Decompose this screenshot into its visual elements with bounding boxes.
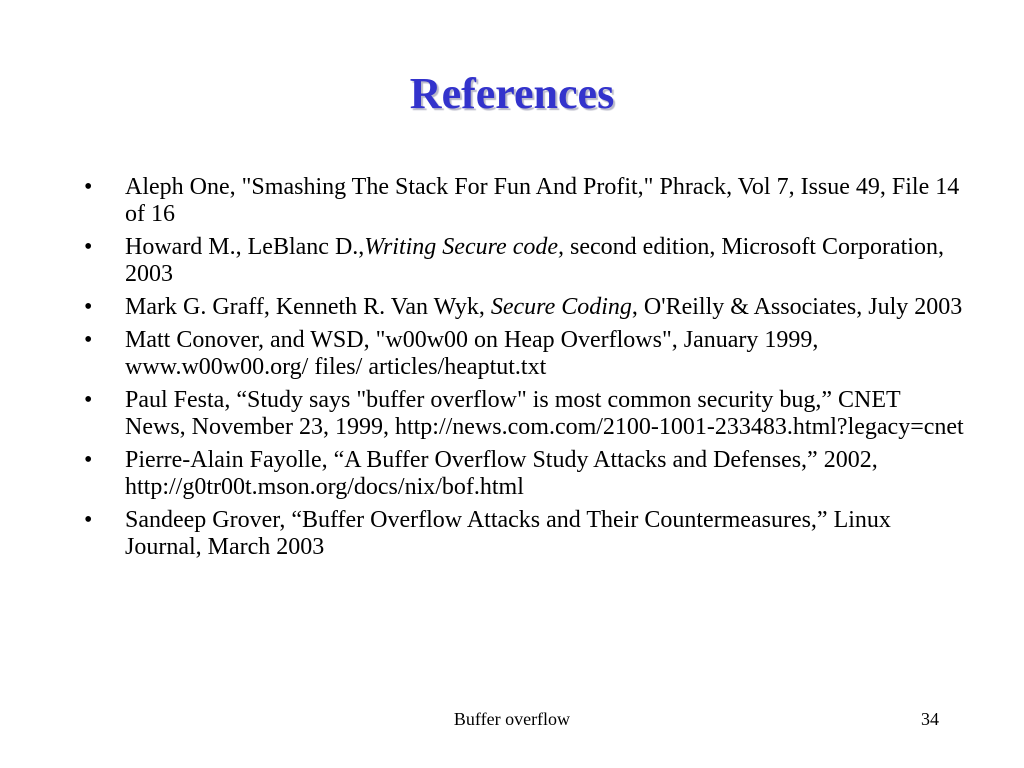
reference-item bbox=[84, 174, 964, 228]
reference-text: Paul Festa, “Study says "buffer overflow" is most common security bug,” CNET News, November 23, 1999, http://news.com.com/2100-1001-233483.html?legacy=cnet bbox=[125, 387, 964, 440]
reference-text: Sandeep Grover, “Buffer Overflow Attacks and Their Countermeasures,” Linux Journal, March 2003 bbox=[125, 507, 891, 560]
bullet-icon: • bbox=[84, 327, 93, 353]
reference-item bbox=[84, 387, 964, 441]
reference-item bbox=[84, 294, 964, 321]
reference-text: , O'Reilly & Associates, July 2003 bbox=[631, 294, 963, 320]
slide-title: References bbox=[409, 69, 615, 118]
reference-text: Matt Conover, and WSD, "w00w00 on Heap Overflows", January 1999, www.w00w00.org/ files/ articles/heaptut.txt bbox=[125, 327, 819, 380]
bullet-icon: • bbox=[84, 507, 93, 533]
bullet-icon: • bbox=[84, 294, 93, 320]
reference-text: Aleph One, "Smashing The Stack For Fun And Profit," Phrack, Vol 7, Issue 49, File 14 of 16 bbox=[125, 174, 960, 227]
references-list bbox=[84, 174, 964, 567]
reference-title-italic: Writing Secure code, bbox=[364, 234, 565, 260]
reference-item bbox=[84, 507, 964, 561]
bullet-icon: • bbox=[84, 234, 93, 260]
reference-text: Pierre-Alain Fayolle, “A Buffer Overflow Study Attacks and Defenses,” 2002, http://g0tr00t.mson.org/docs/nix/bof.html bbox=[125, 447, 878, 500]
reference-text: second edition, Microsoft Corporation, 2003 bbox=[125, 234, 944, 287]
bullet-icon: • bbox=[84, 387, 93, 413]
reference-text: Howard M., LeBlanc D., bbox=[125, 234, 365, 260]
footer-label: Buffer overflow bbox=[453, 709, 571, 729]
bullet-icon: • bbox=[84, 447, 93, 473]
bullet-icon: • bbox=[84, 174, 93, 200]
page-number: 34 bbox=[921, 709, 939, 729]
reference-text: Mark G. Graff, Kenneth R. Van Wyk, bbox=[125, 294, 491, 320]
reference-item bbox=[84, 234, 964, 288]
reference-title-italic: Secure Coding bbox=[490, 294, 632, 320]
reference-item bbox=[84, 327, 964, 381]
reference-item bbox=[84, 447, 964, 501]
